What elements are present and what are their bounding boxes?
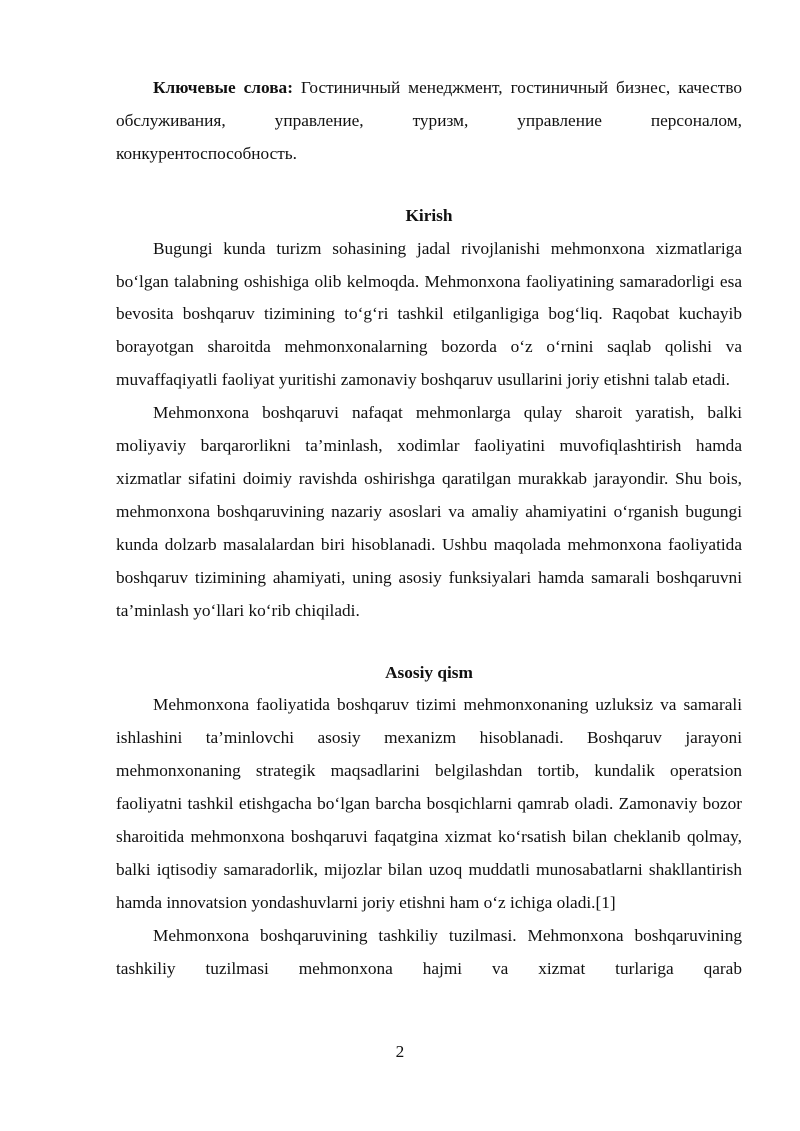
keywords-text: Гостиничный менеджмент, гостиничный бизнес, качество обслуживания, управление, туризм, управление персоналом, конкурентоспособность. xyxy=(116,78,743,163)
page-number: 2 xyxy=(395,1042,405,1061)
spacer xyxy=(116,628,742,657)
main-heading: Asosiy qism xyxy=(385,662,473,682)
intro-paragraph-1: Bugungi kunda turizm sohasining jadal rivojlanishi mehmonxona xizmatlariga bo‘lgan talabning oshishiga olib kelmoqda. Mehmonxona faoliyatining samaradorligi esa bevosita boshqaruv tizimining to‘g‘ri tashkil etilganligiga bog‘liq. Raqobat kuchayib borayotgan sharoitda mehmonxonalarning bozorda o‘z o‘rnini saqlab qolishi va muvaffaqiyatli faoliyat yuritishi zamonaviy boshqaruv usullarini joriy etishni talab etadi. xyxy=(116,238,742,390)
intro-heading: Kirish xyxy=(405,205,453,225)
intro-paragraph-2: Mehmonxona boshqaruvi nafaqat mehmonlarga qulay sharoit yaratish, balki moliyaviy barqarorlikni ta’minlash, xodimlar faoliyatini muvofiqlashtirish hamda xizmatlar sifatini doimiy ravishda oshirishga qaratilgan murakkab jarayondir. Shu bois, mehmonxona boshqaruvining nazariy asoslari va amaliy ahamiyatini o‘rganish bugungi kunda dolzarb masalalardan biri hisoblanadi. Ushbu maqolada mehmonxona faoliyatida boshqaruv tizimining ahamiyati, uning asosiy funksiyalari hamda samarali boshqaruvni ta’minlash yo‘llari ko‘rib chiqiladi. xyxy=(116,403,742,620)
main-paragraph-2: Mehmonxona boshqaruvining tashkiliy tuzilmasi. Mehmonxona boshqaruvining tashkiliy tuzilmasi mehmonxona hajmi va xizmat turlariga qarab xyxy=(116,925,742,978)
main-paragraph-1: Mehmonxona faoliyatida boshqaruv tizimi mehmonxonaning uzluksiz va samarali ishlashini ta’minlovchi asosiy mexanizm hisoblanadi. Boshqaruv jarayoni mehmonxonaning strategik maqsadlarini belgilashdan tortib, kundalik operatsion faoliyatni tashkil etishgacha bo‘lgan barcha bosqichlarni qamrab oladi. Zamonaviy bozor sharoitida mehmonxona boshqaruvi faqatgina xizmat ko‘rsatish bilan cheklanib qolmay, balki iqtisodiy samaradorlik, mijozlar bilan uzoq muddatli munosabatlarni shakllantirish hamda innovatsion yondashuvlarni joriy etishni ham o‘z ichiga oladi.[1] xyxy=(116,695,742,912)
keywords-label: Ключевые слова: xyxy=(153,78,293,97)
keywords-paragraph xyxy=(116,72,742,171)
spacer xyxy=(116,171,742,200)
document-page xyxy=(116,72,742,986)
